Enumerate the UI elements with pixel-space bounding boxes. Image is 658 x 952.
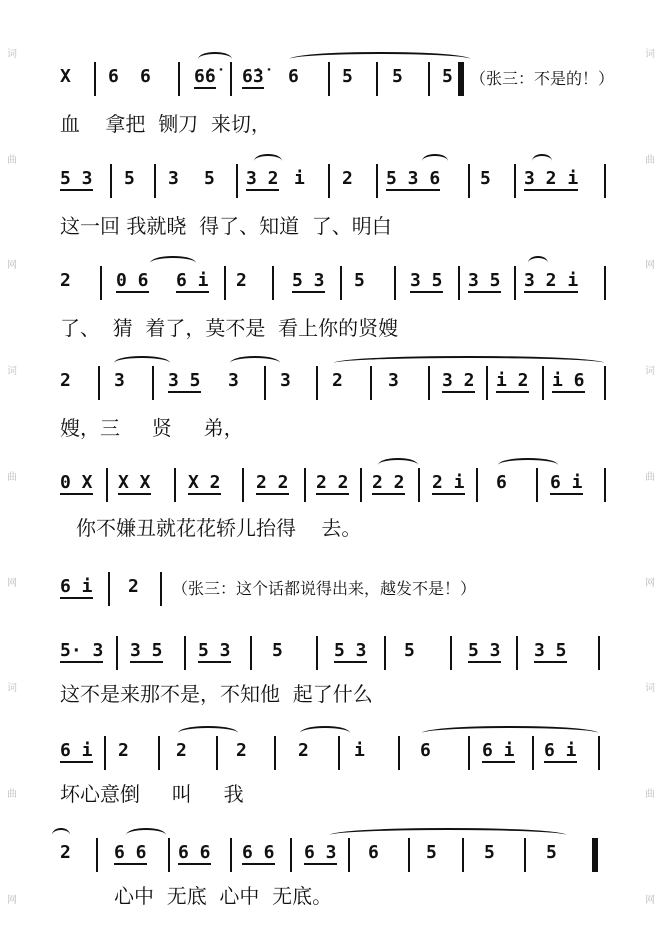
note-group: 5· 3 [60, 640, 104, 661]
note: 2 [236, 740, 247, 761]
notation-row-6 [58, 572, 618, 608]
note-group: i 2 [496, 370, 529, 391]
lyric-row-9 [58, 878, 618, 906]
note: 3 [280, 370, 291, 391]
note-group: 0 X [60, 472, 93, 493]
barline [184, 636, 186, 670]
tie [378, 458, 418, 472]
tie [126, 828, 166, 842]
note: 5 [124, 168, 135, 189]
lyric-text: 嫂，三 贤 弟， [60, 416, 244, 440]
barline [598, 736, 600, 770]
barline [272, 266, 274, 300]
note-group: 3 5 [468, 270, 501, 291]
barline [486, 366, 488, 400]
barline [428, 62, 430, 96]
note: 2 [60, 270, 71, 291]
note-group: 6̇3̇ [242, 66, 264, 87]
barline [408, 838, 410, 872]
watermark-char: 网 [4, 894, 16, 904]
barline [468, 736, 470, 770]
barline [462, 838, 464, 872]
note-group: 3 5 [534, 640, 567, 661]
watermark-char: 曲 [4, 153, 16, 164]
barline [536, 468, 538, 502]
barline [104, 736, 106, 770]
lyric-text: 血 拿把 铡刀 来切， [60, 112, 271, 136]
note: 5 [272, 640, 283, 661]
note-group: 6 i [60, 740, 93, 761]
tie [334, 356, 604, 370]
barline [106, 468, 108, 502]
lyric-text: 你不嫌丑就花花轿儿抬得 去。 [76, 516, 362, 540]
barline [116, 636, 118, 670]
watermark-char: 词 [642, 365, 654, 376]
barline [348, 838, 350, 872]
double-barline [458, 62, 464, 96]
watermark-char: 网 [642, 894, 654, 904]
watermark-char: 词 [4, 47, 16, 58]
note-group: 3 2 i [524, 168, 579, 189]
tie [230, 356, 280, 370]
watermark-char: 网 [4, 259, 16, 270]
barline [174, 468, 176, 502]
note: 5 [480, 168, 491, 189]
note: 2 [236, 270, 247, 291]
note-group: 3 5 [410, 270, 443, 291]
lyric-row-4 [58, 410, 618, 438]
barline [458, 266, 460, 300]
note: 2 [332, 370, 343, 391]
barline [224, 266, 226, 300]
note: 5 [204, 168, 215, 189]
note-group: 3 2 [246, 168, 279, 189]
barline [152, 366, 154, 400]
note-group: 0 6 [116, 270, 149, 291]
barline [604, 468, 606, 502]
watermark-char: 词 [642, 47, 654, 58]
barline [514, 266, 516, 300]
note: 6 [368, 842, 379, 863]
lyric-row-7 [58, 676, 618, 704]
watermark-char: 曲 [642, 153, 654, 164]
note: 6 [140, 66, 151, 87]
tie [52, 828, 70, 842]
note-group: 6 i [176, 270, 209, 291]
tie [422, 726, 598, 740]
lyric-text: 了、 猜 着了，莫不是 看上你的贤嫂 [60, 316, 399, 340]
barline [338, 736, 340, 770]
tie [254, 154, 282, 168]
note: 5 [442, 66, 453, 87]
barline [598, 636, 600, 670]
barline [230, 62, 232, 96]
note: i [354, 740, 365, 761]
note: 6 [108, 66, 119, 87]
notation-row-2 [58, 164, 618, 200]
note-group: 2 i [432, 472, 465, 493]
note: 2 [118, 740, 129, 761]
barline [394, 266, 396, 300]
barline [100, 266, 102, 300]
barline [236, 164, 238, 198]
barline [316, 366, 318, 400]
note: 3 [228, 370, 239, 391]
barline [328, 164, 330, 198]
note-group: 5 3 [334, 640, 367, 661]
tie [532, 154, 552, 168]
note: 2 [298, 740, 309, 761]
right-watermark [640, 0, 656, 952]
tie [114, 356, 170, 370]
barline [242, 468, 244, 502]
final-double-barline [592, 838, 598, 872]
note: 6 [496, 472, 507, 493]
tie [290, 52, 470, 66]
lyric-row-1 [58, 106, 618, 134]
barline [316, 636, 318, 670]
barline [524, 838, 526, 872]
watermark-char: 曲 [642, 788, 654, 799]
barline [230, 838, 232, 872]
notation-row-4 [58, 366, 618, 402]
note: 3 [114, 370, 125, 391]
note: 5 [546, 842, 557, 863]
note-group: 5 3 [468, 640, 501, 661]
barline [178, 62, 180, 96]
note-group: 3 5 [168, 370, 201, 391]
tie [330, 828, 566, 842]
barline [304, 468, 306, 502]
barline [158, 736, 160, 770]
note-group: i 6 [552, 370, 585, 391]
note-group: 3 2 [442, 370, 475, 391]
barline [94, 62, 96, 96]
note: i [294, 168, 305, 189]
barline [108, 572, 110, 606]
lyric-text: 这不是来那不是，不知他 起了什么 [60, 682, 373, 706]
note-group: 6 3 [304, 842, 337, 863]
note: 2 [176, 740, 187, 761]
barline [384, 636, 386, 670]
note: 2 [342, 168, 353, 189]
tie [300, 726, 350, 740]
note: 5 [426, 842, 437, 863]
barline [216, 736, 218, 770]
barline [428, 366, 430, 400]
note: 2 [128, 576, 139, 597]
notation-row-7 [58, 636, 618, 672]
note: 5 [484, 842, 495, 863]
note-group: 6 i [60, 576, 93, 597]
notation-row-1 [58, 62, 618, 98]
barline [376, 62, 378, 96]
barline [264, 366, 266, 400]
note: 5 [392, 66, 403, 87]
note-group: 5 3 [198, 640, 231, 661]
note-group: 6 6 [242, 842, 275, 863]
barline [98, 366, 100, 400]
lyric-row-3 [58, 310, 618, 338]
watermark-char: 曲 [4, 788, 16, 799]
watermark-char: 网 [642, 259, 654, 270]
watermark-char: 网 [642, 576, 654, 587]
barline [160, 572, 162, 606]
barline [604, 366, 606, 400]
notation-row-3 [58, 266, 618, 302]
note: 2 [60, 842, 71, 863]
watermark-char: 词 [4, 682, 16, 693]
note-group: 6 6 [178, 842, 211, 863]
barline [328, 62, 330, 96]
spoken-aside: （张三：不是的！） [470, 69, 615, 88]
note-group: X X [118, 472, 151, 493]
note-group: 5 3 6 [386, 168, 441, 189]
barline [514, 164, 516, 198]
notation-row-8 [58, 736, 618, 772]
note-group: 2 2 [256, 472, 289, 493]
watermark-char: 词 [642, 682, 654, 693]
note-group: 3 5 [130, 640, 163, 661]
lyric-row-5 [58, 510, 618, 538]
barline [290, 838, 292, 872]
barline [96, 838, 98, 872]
barline [516, 636, 518, 670]
tie [150, 256, 196, 270]
lyric-row-8 [58, 776, 618, 804]
note-group: 6 i [544, 740, 577, 761]
note-group: 3 2 i [524, 270, 579, 291]
note: 2 [60, 370, 71, 391]
note-group: 6 i [482, 740, 515, 761]
barline [360, 468, 362, 502]
watermark-char: 曲 [4, 470, 16, 481]
barline [154, 164, 156, 198]
barline [370, 366, 372, 400]
tie [422, 154, 448, 168]
barline [418, 468, 420, 502]
lyric-text: 坏心意倒 叫 我 [60, 782, 244, 806]
note: 5 [342, 66, 353, 87]
tie [498, 458, 558, 472]
barline [398, 736, 400, 770]
watermark-char: 词 [4, 365, 16, 376]
note: 6 [288, 66, 299, 87]
note-group: 2 2 [372, 472, 405, 493]
note: 3 [168, 168, 179, 189]
note: 5 [404, 640, 415, 661]
lyric-row-2 [58, 208, 618, 236]
barline [476, 468, 478, 502]
note-group: 5 3 [292, 270, 325, 291]
barline [274, 736, 276, 770]
barline [250, 636, 252, 670]
note-group: 2 2 [316, 472, 349, 493]
note-group: 5 3 [60, 168, 93, 189]
barline [604, 164, 606, 198]
note: X [60, 66, 71, 87]
tie [528, 256, 548, 270]
watermark-char: 曲 [642, 470, 654, 481]
notation-row-9 [58, 838, 618, 874]
barline [542, 366, 544, 400]
left-watermark [2, 0, 18, 952]
spoken-aside: （张三：这个话都说得出来，越发不是！） [172, 579, 477, 598]
barline [110, 164, 112, 198]
lyric-text: 这一回 我就晓 得了、知道 了、明白 [60, 214, 392, 238]
barline [604, 266, 606, 300]
lyric-text: 心中 无底 心中 无底。 [114, 884, 333, 908]
tie [178, 726, 238, 740]
note-group: 6̇6̇ [194, 66, 216, 87]
watermark-char: 网 [4, 576, 16, 587]
note-group: 6 i [550, 472, 583, 493]
barline [450, 636, 452, 670]
barline [376, 164, 378, 198]
note-group: 6 6 [114, 842, 147, 863]
note: 6 [420, 740, 431, 761]
note-group: X 2 [188, 472, 221, 493]
barline [168, 838, 170, 872]
note: 5 [354, 270, 365, 291]
barline [468, 164, 470, 198]
tie [198, 52, 232, 66]
note: 3 [388, 370, 399, 391]
notation-row-5 [58, 468, 618, 504]
barline [340, 266, 342, 300]
barline [532, 736, 534, 770]
